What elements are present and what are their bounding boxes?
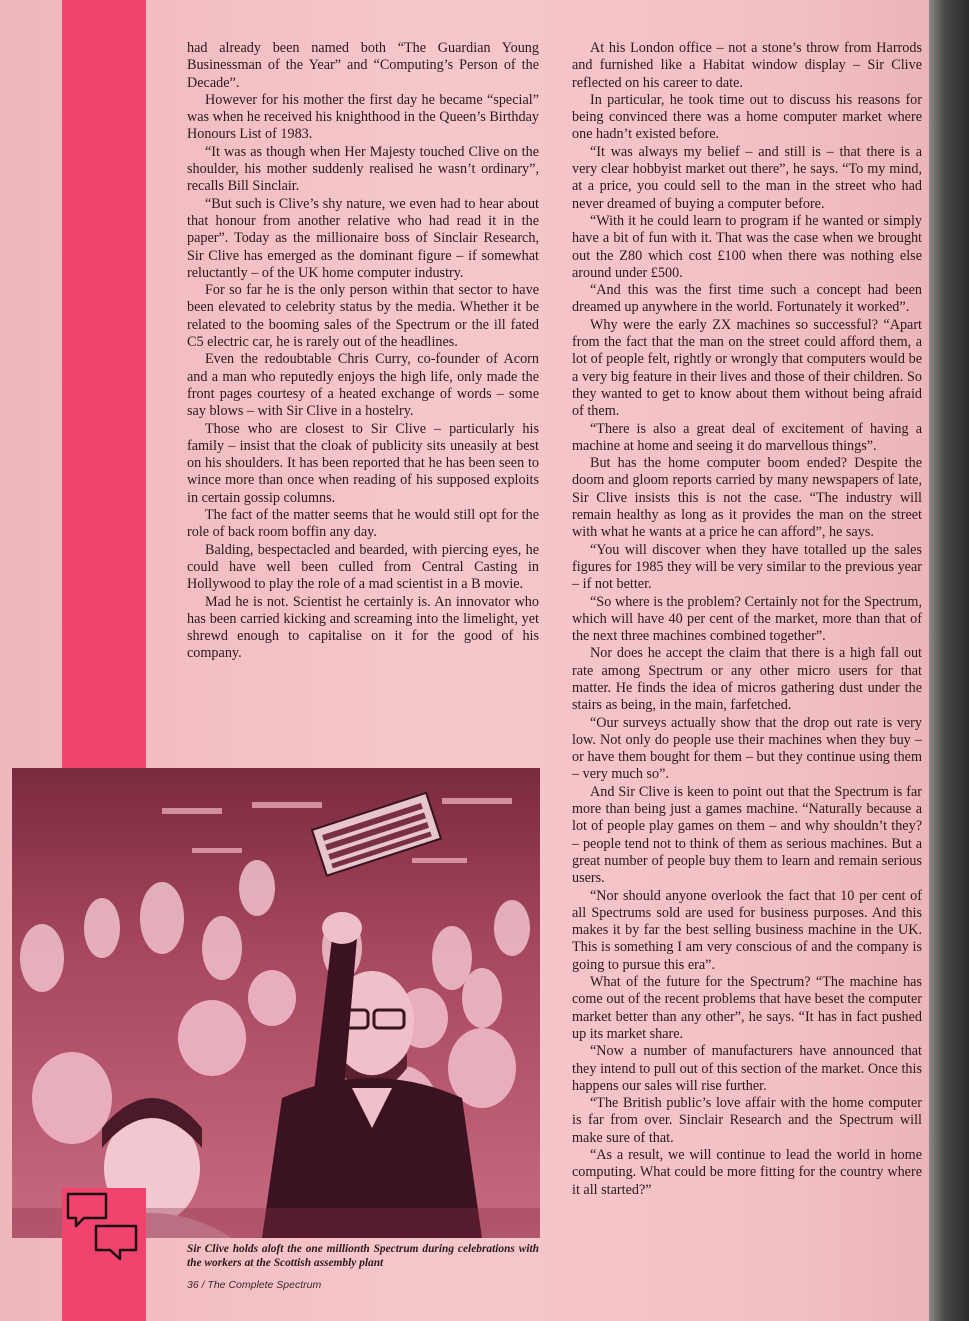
article-paragraph: “Nor should anyone overlook the fact that 10 per cent of all Spectrums sold are used for business purposes. And this makes it by far the best selling business machine in the UK. This is something I am very conscious of and the company is going to pursue this era”. — [572, 887, 922, 973]
article-paragraph: “But such is Clive’s shy nature, we even had to hear about that honour from another relative who had read it in the paper”. Today as the millionaire boss of Sinclair Research, Sir Clive has emerged as the dominant figure – if somewhat reluctantly – of the UK home computer industry. — [187, 195, 539, 281]
celebration-photo-illustration — [12, 768, 540, 1238]
article-paragraph: Mad he is not. Scientist he certainly is. An innovator who has been carried kicking and screaming into the limelight, yet shrewd enough to capitalise on it for the good of his company. — [187, 593, 539, 662]
article-left-column — [187, 40, 539, 663]
article-paragraph: In particular, he took time out to discuss his reasons for being convinced there was a home computer market where one hadn’t existed before. — [572, 91, 922, 143]
article-right-column — [572, 40, 922, 1199]
article-paragraph: “It was as though when Her Majesty touched Clive on the shoulder, his mother suddenly realised he wasn’t ordinary”, recalls Bill Sinclair. — [187, 143, 539, 195]
article-paragraph: However for his mother the first day he became “special” was when he received his knighthood in the Queen’s Birthday Honours List of 1983. — [187, 91, 539, 143]
article-paragraph: But has the home computer boom ended? Despite the doom and gloom reports carried by many newspapers of late, Sir Clive insists this is not the case. “The industry will remain healthy as long as it provides the man on the street with what he wants at a price he can afford”, he says. — [572, 455, 922, 541]
article-paragraph: “The British public’s love affair with the home computer is far from over. Sinclair Research and the Spectrum will make sure of that. — [572, 1095, 922, 1146]
magazine-binding-edge — [929, 0, 969, 1321]
article-paragraph: The fact of the matter seems that he would still opt for the role of back room boffin any day. — [187, 507, 539, 541]
article-paragraph: For so far he is the only person within that sector to have been elevated to celebrity status by the media. Whether it be related to the booming sales of the Spectrum or the ill fated C5 electric car, he is rarely out of the headlines. — [187, 282, 539, 351]
speech-bubbles-icon — [62, 1188, 146, 1264]
article-paragraph: had already been named both “The Guardian Young Businessman of the Year” and “Computing’s Person of the Decade”. — [187, 40, 539, 91]
article-paragraph: “So where is the problem? Certainly not for the Spectrum, which will have 40 per cent of the market, more than that of the next three machines combined together”. — [572, 593, 922, 645]
celebration-photo — [12, 768, 540, 1238]
photo-caption: Sir Clive holds aloft the one millionth Spectrum during celebrations with the workers at the Scottish assembly plant — [187, 1243, 539, 1270]
article-paragraph: Those who are closest to Sir Clive – particularly his family – insist that the cloak of publicity sits uneasily at best on his shoulders. It has been reported that he has been seen to wince more than once when reading of his supposed exploits in certain gossip columns. — [187, 420, 539, 506]
page-footer: 36 / The Complete Spectrum — [187, 1279, 322, 1291]
article-paragraph: “Our surveys actually show that the drop out rate is very low. Not only do people use their machines when they buy – or have them bought for them – but they continue using them – very much so”. — [572, 714, 922, 783]
article-paragraph: At his London office – not a stone’s throw from Harrods and furnished like a Habitat window display – Sir Clive reflected on his career to date. — [572, 40, 922, 91]
article-paragraph: “As a result, we will continue to lead the world in home computing. What could be more fitting for the country where it all started?” — [572, 1147, 922, 1198]
article-paragraph: “Now a number of manufacturers have announced that they intend to pull out of this section of the market. Once this happens our sales will rise further. — [572, 1043, 922, 1094]
article-paragraph: Why were the early ZX machines so successful? “Apart from the fact that the man on the street could afford them, a lot of people felt, rightly or wrongly that computers would be a very big feature in their lives and those of their children. So they wanted to get to know about them without being afraid of them. — [572, 316, 922, 420]
article-paragraph: “You will discover when they have totalled up the sales figures for 1985 they will be very similar to the previous year – if not better. — [572, 541, 922, 593]
article-paragraph: And Sir Clive is keen to point out that the Spectrum is far more than being just a games machine. “Naturally because a lot of people play games on them – and why shouldn’t they? – people tend not to think of them as serious machines. But a great number of people buy them to learn and remain serious users. — [572, 783, 922, 887]
article-paragraph: Balding, bespectacled and bearded, with piercing eyes, he could have well been culled from Central Casting in Hollywood to play the role of a mad scientist in a B movie. — [187, 541, 539, 593]
article-paragraph: “There is also a great deal of excitement of having a machine at home and seeing it do marvellous things”. — [572, 420, 922, 454]
article-paragraph: “It was always my belief – and still is – that there is a very clear hobbyist market out there”, he says. “To my mind, at a price, you could sell to the man in the street who had never dreamed of buying a computer before. — [572, 143, 922, 212]
speech-bubbles-icon — [62, 1188, 146, 1264]
article-paragraph: “And this was the first time such a concept had been dreamed up anywhere in the world. Fortunately it worked”. — [572, 282, 922, 316]
article-paragraph: Even the redoubtable Chris Curry, co-founder of Acorn and a man who reputedly enjoys the high life, only made the front pages courtesy of a heated exchange of words – some say blows – with Sir Clive in a hostelry. — [187, 351, 539, 420]
article-paragraph: “With it he could learn to program if he wanted or simply have a bit of fun with it. That was the case when we brought out the Z80 which cost £100 when there was nothing else around under £500. — [572, 212, 922, 281]
article-paragraph: What of the future for the Spectrum? “The machine has come out of the recent problems that have beset the computer market better than any other”, he says. “It has in fact pushed up its market share. — [572, 974, 922, 1042]
article-paragraph: Nor does he accept the claim that there is a high fall out rate among Spectrum or any other micro users for that matter. He finds the idea of micros gathering dust under the stairs as being, in the main, farfetched. — [572, 645, 922, 714]
